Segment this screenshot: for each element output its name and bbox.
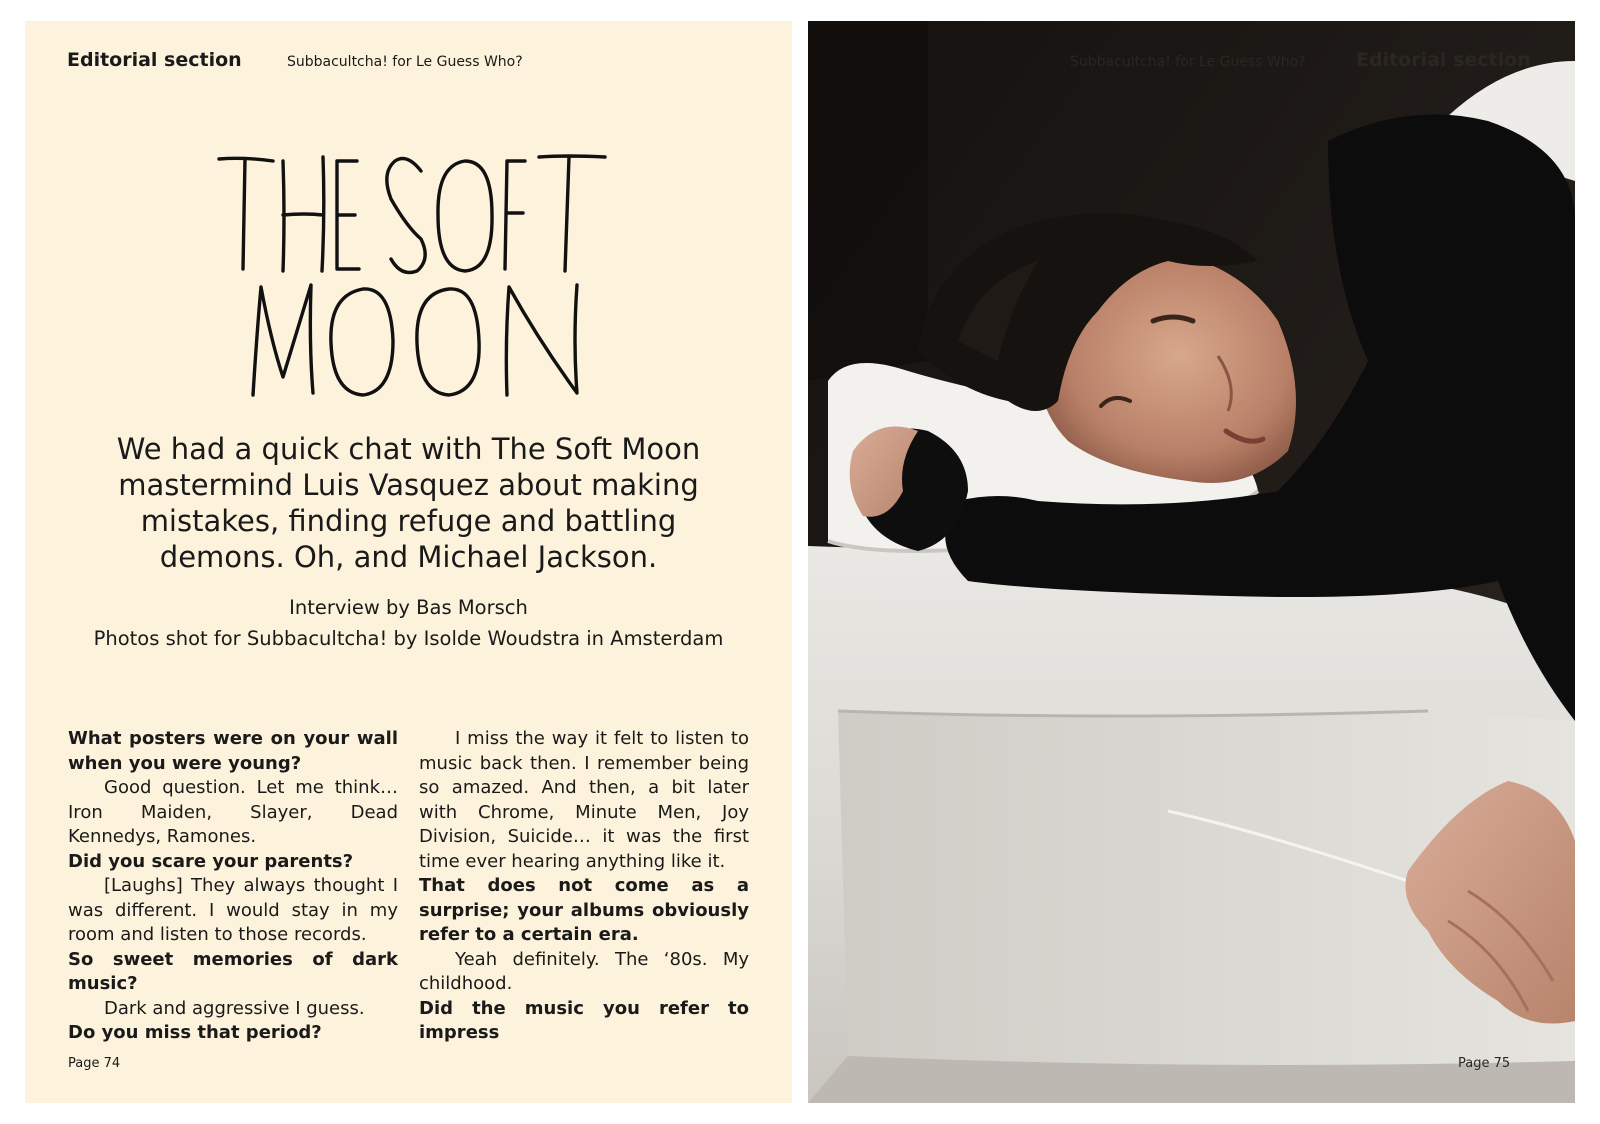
title-glyph-o2 [331, 289, 393, 395]
article-title [195, 131, 635, 401]
answer: I miss the way it felt to listen to music back then. I remember being so amazed. And then, a bit later with Chrome, Minute Men, Joy Division, Suicide… it was the first time ever hearing anything like it. [419, 728, 749, 872]
answer: [Laughs] They always thought I was different. I would stay in my room and listen to those records. [68, 875, 398, 945]
right-page [808, 21, 1575, 1103]
title-glyph-o [438, 161, 492, 271]
series-label: Subbacultcha! for Le Guess Who? [1070, 54, 1306, 70]
title-glyph-o3 [417, 289, 479, 395]
interview-column-2 [419, 727, 749, 1046]
title-glyph-t1 [219, 158, 273, 269]
answer: Good question. Let me think… Iron Maiden, Slayer, Dead Kennedys, Ramones. [68, 777, 398, 847]
title-glyph-h [283, 157, 324, 271]
title-glyph-s [387, 159, 425, 273]
series-label: Subbacultcha! for Le Guess Who? [287, 54, 523, 70]
portrait-photo [808, 21, 1575, 1103]
question: So sweet memories of dark music? [68, 948, 398, 994]
interview-credit: Interview by Bas Morsch [289, 596, 528, 619]
question: Do you miss that period? [68, 1022, 322, 1043]
question: Did the music you refer to impress [419, 997, 749, 1043]
question: That does not come as a surprise; your albums obviously refer to a certain era. [419, 875, 749, 945]
question: What posters were on your wall when you were young? [68, 728, 398, 774]
title-glyph-m [253, 285, 313, 395]
standfirst: We had a quick chat with The Soft Moon mastermind Luis Vasquez about making mistakes, finding refuge and battling demons. Oh, and Michael Jackson. [116, 432, 701, 574]
photo-credit: Photos shot for Subbacultcha! by Isolde Woudstra in Amsterdam [93, 627, 724, 650]
title-glyph-n [506, 285, 577, 395]
title-glyph-f [505, 161, 525, 269]
title-glyph-e [337, 161, 359, 269]
answer: Yeah definitely. The ‘80s. My childhood. [419, 948, 749, 994]
left-page [25, 21, 792, 1103]
section-label: Editorial section [67, 49, 242, 71]
page-number: Page 74 [68, 1056, 121, 1071]
question: Did you scare your parents? [68, 850, 354, 872]
section-label: Editorial section [1356, 49, 1531, 71]
page-number: Page 75 [1458, 1056, 1511, 1071]
interview-column-1 [68, 727, 398, 1046]
answer: Dark and aggressive I guess. [104, 997, 365, 1019]
title-glyph-t2 [539, 156, 605, 271]
